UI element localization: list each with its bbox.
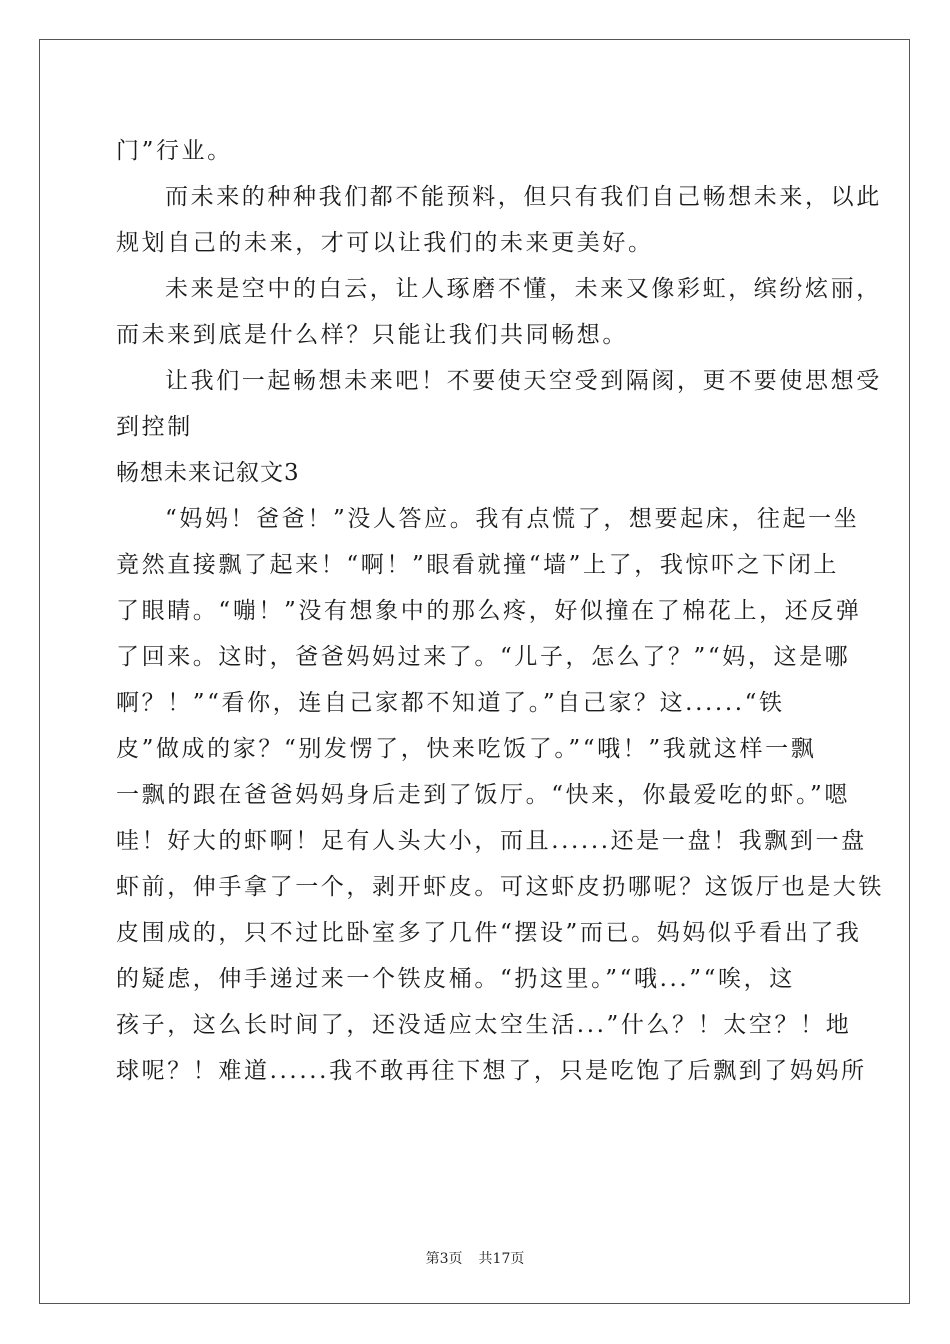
text-line: 的疑虑，伸手递过来一个铁皮桶。“扔这里。”“哦...”“唉，这 [116,966,795,992]
page-footer [0,1248,950,1268]
section-title: 畅想未来记叙文3 [116,460,300,486]
paragraph-start-line: “妈妈！爸爸！”没人答应。我有点慌了，想要起床，往起一坐 [165,506,860,532]
text-line: 哇！好大的虾啊！足有人头大小，而且......还是一盘！我飘到一盘 [116,828,867,854]
paragraph-start-line: 而未来的种种我们都不能预料，但只有我们自己畅想未来，以此 [165,184,882,210]
text-line: 竟然直接飘了起来！“啊！”眼看就撞“墙”上了，我惊吓之下闭上 [116,552,840,578]
text-line: 而未来到底是什么样？只能让我们共同畅想。 [116,322,628,348]
text-line: 规划自己的未来，才可以让我们的未来更美好。 [116,230,654,256]
text-line: 球呢？！难道......我不敢再往下想了，只是吃饱了后飘到了妈妈所 [116,1058,867,1084]
paragraph-start-line: 让我们一起畅想未来吧！不要使天空受到隔阂，更不要使思想受 [165,368,882,394]
text-line: 了眼睛。“嘣！”没有想象中的那么疼，好似撞在了棉花上，还反弹 [116,598,862,624]
text-line: 虾前，伸手拿了一个，剥开虾皮。可这虾皮扔哪呢？这饭厅也是大铁 [116,874,884,900]
text-line: 了回来。这时，爸爸妈妈过来了。“儿子，怎么了？”“妈，这是哪 [116,644,851,670]
text-line: 皮”做成的家？“别发愣了，快来吃饭了。”“哦！”我就这样一飘 [116,736,817,762]
page-total: 共17页 [478,1251,525,1267]
text-line: 啊？！”“看你，连自己家都不知道了。”自己家？这......“铁 [116,690,785,716]
text-line: 门”行业。 [116,138,233,164]
paragraph-start-line: 未来是空中的白云，让人琢磨不懂，未来又像彩虹，缤纷炫丽， [165,276,882,302]
text-line: 皮围成的，只不过比卧室多了几件“摆设”而已。妈妈似乎看出了我 [116,920,862,946]
text-line: 孩子，这么长时间了，还没适应太空生活...”什么？！太空？！地 [116,1012,852,1038]
page-number: 第3页 [425,1251,463,1267]
text-line: 一飘的跟在爸爸妈妈身后走到了饭厅。“快来，你最爱吃的虾。”嗯 [116,782,851,808]
text-line: 到控制 [116,414,193,440]
document-body [116,128,884,1094]
